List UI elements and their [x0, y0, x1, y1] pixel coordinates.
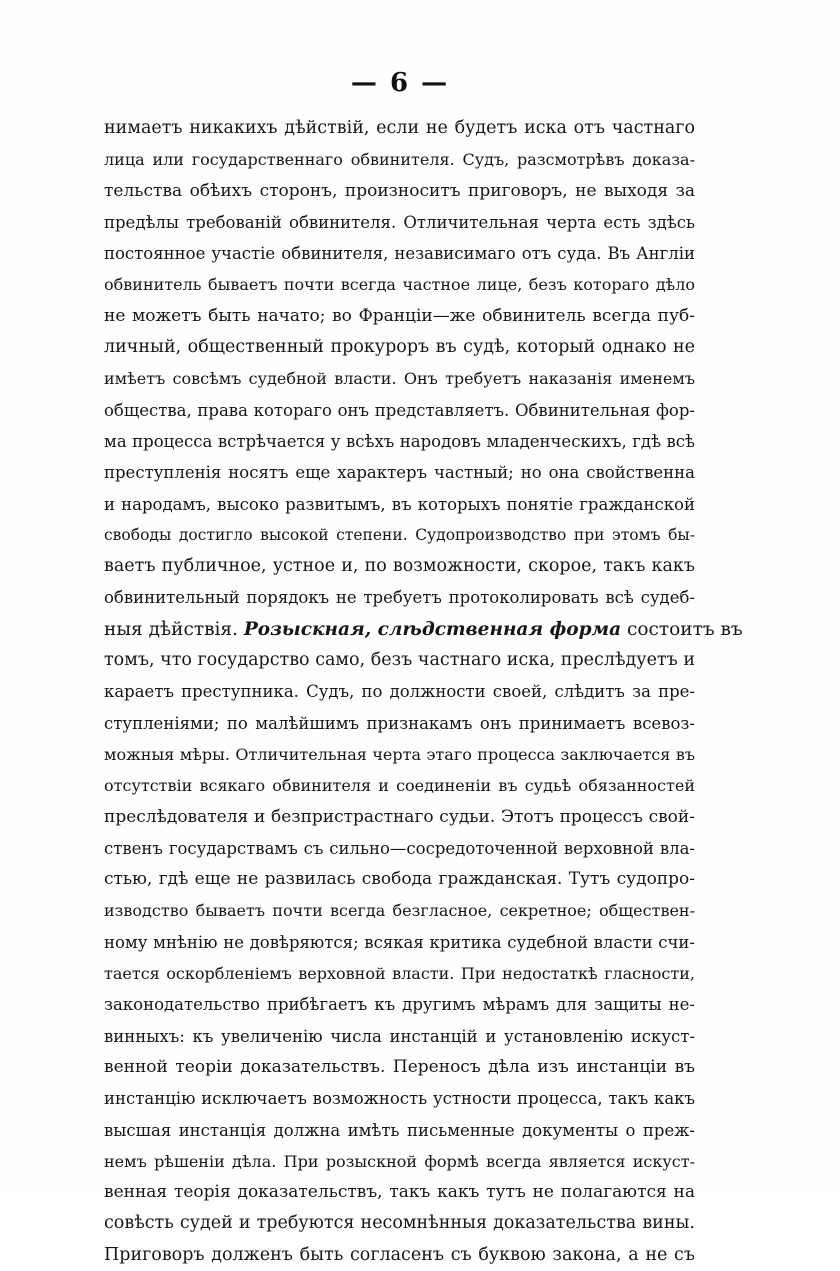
text-line: законодательство прибѣгаетъ къ другимъ мѣрамъ для защиты не- [104, 995, 695, 1015]
text-line: обвинитель бываетъ почти всегда частное лице, безъ котораго дѣло [104, 275, 695, 295]
text-line: преслѣдователя и безпристрастнаго судьи. Этотъ процессъ свой- [104, 806, 695, 827]
text-line: Приговоръ долженъ быть согласенъ съ буквою закона, а не съ [104, 1244, 695, 1265]
text-line: винныхъ: къ увеличенію числа инстанцій и установленію искуст- [104, 1026, 695, 1046]
text-segment: ныя дѣйствія. [104, 618, 238, 640]
text-line: не можетъ быть начато; во Франціи—же обвинитель всегда пуб- [104, 305, 695, 326]
text-line: преступленія носятъ еще характеръ частный; но она свойственна [104, 463, 695, 483]
text-line: общества, права котораго онъ представляетъ. Обвинительная фор- [104, 400, 695, 420]
text-line: тельства обѣихъ сторонъ, произноситъ приговоръ, не выходя за [104, 180, 695, 201]
text-line: совѣсть судей и требуются несомнѣнныя доказательства вины. [104, 1213, 695, 1234]
text-line: свободы достигло высокой степени. Судопроизводство при этомъ бы- [104, 525, 695, 544]
text-line: ступленіями; по малѣйшимъ признакамъ онъ принимаетъ всевоз- [104, 713, 695, 733]
text-line: высшая инстанція должна имѣть письменные документы о преж- [104, 1120, 695, 1140]
text-line: нимаетъ никакихъ дѣйствій, если не будетъ иска отъ частнаго [104, 118, 695, 138]
text-line: ваетъ публичное, устное и, по возможности, скорое, такъ какъ [104, 556, 695, 577]
text-line: тается оскорбленіемъ верховной власти. При недостаткѣ гласности, [104, 964, 695, 984]
text-line: венная теорія доказательствъ, такъ какъ тутъ не полагаются на [104, 1182, 695, 1203]
text-line: предѣлы требованій обвинителя. Отличительная черта есть здѣсь [104, 212, 695, 232]
text-line: ному мнѣнію не довѣряются; всякая критика судебной власти счи- [104, 932, 695, 952]
text-line: лица или государственнаго обвинителя. Судъ, разсмотрѣвъ доказа- [104, 150, 695, 170]
text-line: томъ, что государство само, безъ частнаго иска, преслѣдуетъ и [104, 650, 695, 671]
text-line: постоянное участіе обвинителя, независимаго отъ суда. Въ Англіи [104, 244, 695, 264]
text-line: немъ рѣшеніи дѣла. При розыскной формѣ всегда является искуст- [104, 1151, 695, 1171]
text-line: караетъ преступника. Судъ, по должности своей, слѣдитъ за пре- [104, 682, 695, 702]
text-line: ма процесса встрѣчается у всѣхъ народовъ младенческихъ, гдѣ всѣ [104, 431, 695, 451]
page-number: — 6 — [350, 68, 450, 98]
text-line: обвинительный порядокъ не требуетъ протоколировать всѣ судеб- [104, 588, 695, 608]
text-line: ственъ государствамъ съ сильно—сосредоточенной верховной вла- [104, 838, 695, 858]
text-line: венной теоріи доказательствъ. Переносъ дѣла изъ инстанціи въ [104, 1056, 695, 1077]
text-line: и народамъ, высоко развитымъ, въ которыхъ понятіе гражданской [104, 494, 695, 514]
emphasis-text: Розыскная, слѣдственная форма [243, 618, 622, 640]
text-line: можныя мѣры. Отличительная черта этаго процесса заключается въ [104, 744, 695, 764]
text-line-mixed [104, 614, 743, 645]
text-line: имѣетъ совсѣмъ судебной власти. Онъ требуетъ наказанія именемъ [104, 369, 695, 389]
text-line: изводство бываетъ почти всегда безгласное, секретное; обществен- [104, 901, 695, 921]
text-line: отсутствіи всякаго обвинителя и соединеніи въ судьѣ обязанностей [104, 776, 695, 796]
text-line: инстанцію исключаетъ возможность устности процесса, такъ какъ [104, 1089, 695, 1109]
text-segment: состоитъ въ [627, 618, 743, 640]
text-line: личный, общественный прокуроръ въ судѣ, который однако не [104, 337, 695, 358]
body-text [104, 113, 743, 1271]
text-line: стью, гдѣ еще не развилась свобода гражданская. Тутъ судопро- [104, 869, 695, 890]
